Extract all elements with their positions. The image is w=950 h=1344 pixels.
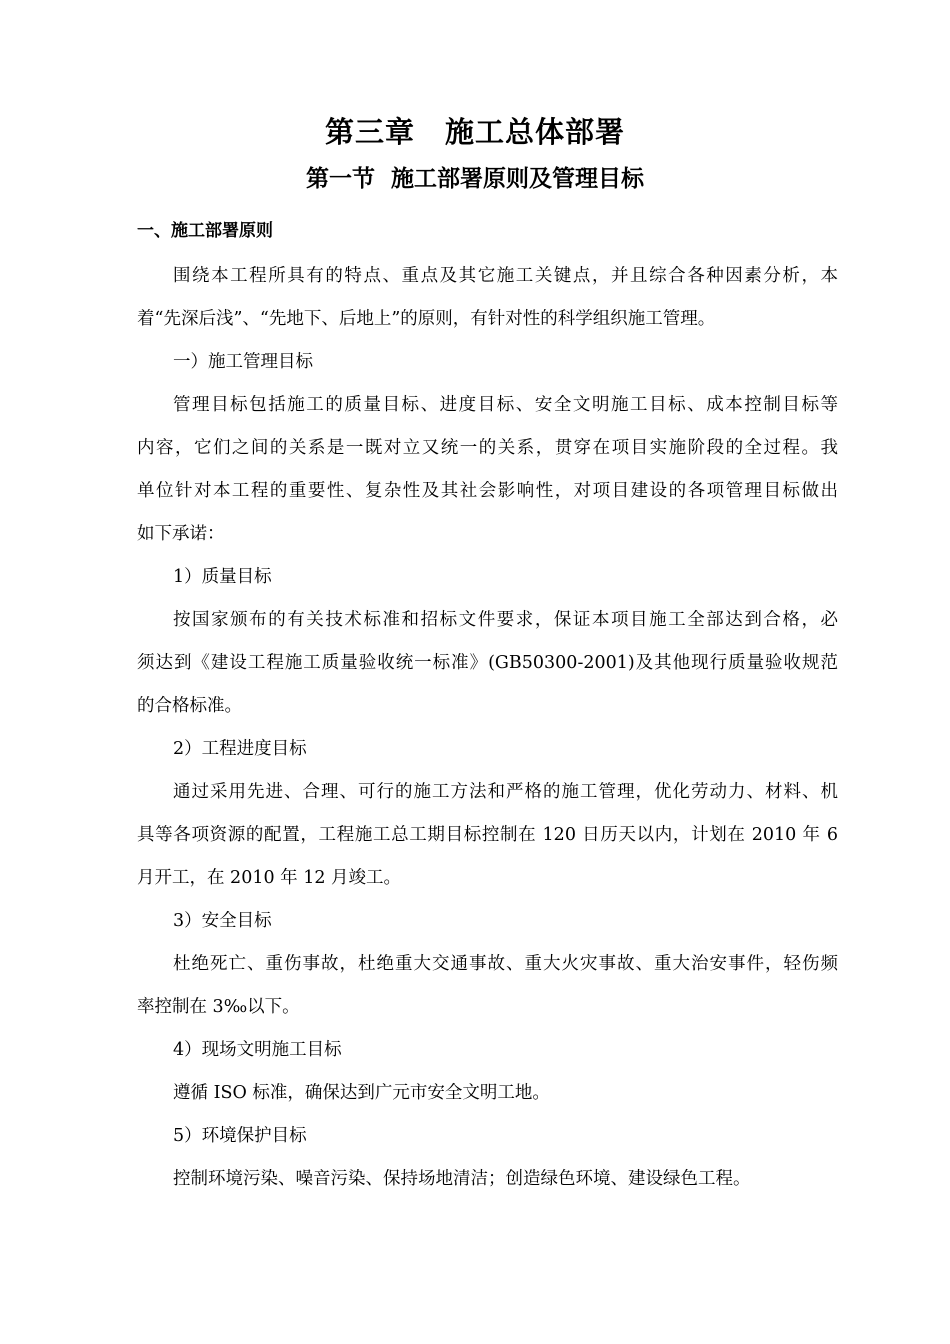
schedule-line-1: 通过采用先进、合理、可行的施工方法和严格的施工管理，优化劳动力、材料、机 bbox=[173, 782, 838, 802]
safety-line-1: 杜绝死亡、重伤事故，杜绝重大交通事故、重大火灾事故、重大治安事件，轻伤频 bbox=[173, 954, 838, 974]
sub1-line-2: 内容，它们之间的关系是一既对立又统一的关系，贯穿在项目实施阶段的全过程。我 bbox=[137, 438, 838, 458]
heading-deployment-principles: 一、施工部署原则 bbox=[137, 221, 273, 241]
safety-title: 3）安全目标 bbox=[173, 911, 272, 931]
intro-line-2: 着“先深后浅”、“先地下、后地上”的原则，有针对性的科学组织施工管理。 bbox=[137, 309, 716, 329]
schedule-line-3: 月开工，在 2010 年 12 月竣工。 bbox=[137, 868, 402, 888]
schedule-title: 2）工程进度目标 bbox=[173, 739, 307, 759]
section-title: 第一节 施工部署原则及管理目标 bbox=[305, 165, 644, 192]
quality-line-1: 按国家颁布的有关技术标准和招标文件要求，保证本项目施工全部达到合格，必 bbox=[173, 610, 838, 630]
quality-title: 1）质量目标 bbox=[173, 567, 272, 587]
environment-title: 5）环境保护目标 bbox=[173, 1126, 307, 1146]
environment-line-1: 控制环境污染、噪音污染、保持场地清洁；创造绿色环境、建设绿色工程。 bbox=[173, 1169, 751, 1189]
sub1-line-1: 管理目标包括施工的质量目标、进度目标、安全文明施工目标、成本控制目标等 bbox=[173, 395, 838, 415]
quality-line-3: 的合格标准。 bbox=[137, 696, 242, 716]
chapter-title: 第三章 施工总体部署 bbox=[324, 115, 625, 149]
quality-line-2: 须达到《建设工程施工质量验收统一标准》(GB50300-2001)及其他现行质量验收规范 bbox=[137, 653, 838, 673]
sub1-line-3: 单位针对本工程的重要性、复杂性及其社会影响性，对项目建设的各项管理目标做出 bbox=[137, 481, 838, 501]
civilized-line-1: 遵循 ISO 标准，确保达到广元市安全文明工地。 bbox=[173, 1083, 550, 1103]
sub1-title: 一）施工管理目标 bbox=[173, 352, 313, 372]
safety-line-2: 率控制在 3‰以下。 bbox=[137, 997, 300, 1017]
sub1-line-4: 如下承诺： bbox=[137, 524, 225, 544]
schedule-line-2: 具等各项资源的配置，工程施工总工期目标控制在 120 日历天以内，计划在 2010 年 6 bbox=[137, 825, 838, 845]
intro-line-1: 围绕本工程所具有的特点、重点及其它施工关键点，并且综合各种因素分析，本 bbox=[173, 266, 838, 286]
civilized-title: 4）现场文明施工目标 bbox=[173, 1040, 342, 1060]
